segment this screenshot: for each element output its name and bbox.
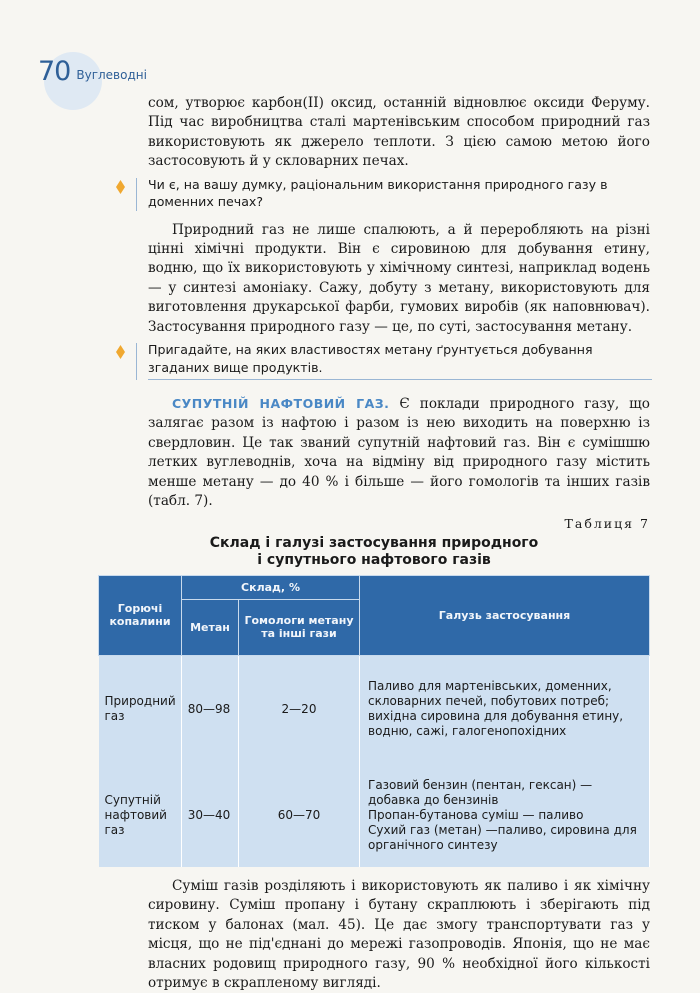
table-row <box>99 655 650 763</box>
table-title-line-2: і супутнього нафтового газів <box>257 551 491 568</box>
question-rule <box>136 343 137 380</box>
table-title-line-1: Склад і галузі застосування природного <box>209 534 539 551</box>
subheading-associated-gas: СУПУТНІЙ НАФТОВИЙ ГАЗ. <box>172 396 390 412</box>
header-composition: Склад, % <box>182 575 360 599</box>
page-number: 70 <box>38 56 71 87</box>
header-fuel: Горючі копалини <box>99 575 182 655</box>
table-title <box>0 535 700 569</box>
row-name: Природний газ <box>99 655 182 763</box>
page-header <box>38 58 147 85</box>
question-2 <box>0 341 700 380</box>
row-homologs: 60—70 <box>239 763 360 867</box>
header-methane: Метан <box>182 599 239 655</box>
paragraph-1: сом, утворює карбон(II) оксид, останній відновлює оксиди Феруму. Під час виробництва сталі мартенівським способом природний газ використовують як джерело теплоти. З цією самою метою його застосовують й у скловарних печах. <box>148 95 650 170</box>
usage-line: Пропан-бутанова суміш — паливо <box>368 807 584 822</box>
composition-table <box>98 575 650 868</box>
row-name: Супутній нафтовий газ <box>99 763 182 867</box>
table-label: Таблиця 7 <box>564 515 650 531</box>
question-1 <box>0 176 700 211</box>
question-1-text: Чи є, на вашу думку, раціональним використання природного газу в доменних печах? <box>148 176 608 210</box>
usage-line: Сухий газ (метан) —паливо, сировина для органічного синтезу <box>368 822 637 852</box>
row-usage <box>360 763 650 867</box>
table-row <box>99 763 650 867</box>
paragraph-3-text: Є поклади природного газу, що залягає разом із нафтою і разом із нею виходить на поверхню із свердловин. Це так званий супутній нафтовий газ. Він є сумішшю летких вуглеводнів, хоча на відміну від природного газу містить менше метану — до 40 % і більше — його гомологів та інших газів (табл. 7). <box>148 396 650 510</box>
row-methane: 80—98 <box>182 655 239 763</box>
row-methane: 30—40 <box>182 763 239 867</box>
usage-line: Газовий бензин (пентан, гексан) — добавка до бензинів <box>368 777 593 807</box>
section-title: Вуглеводні <box>76 68 147 82</box>
diamond-bullet-icon <box>116 345 125 359</box>
row-usage: Паливо для мартенівських, доменних, скловарних печей, побутових потреб; вихідна сировина для добування етину, водню, сажі, галогенопохідних <box>360 655 650 763</box>
paragraph-4: Суміш газів розділяють і використовують як паливо і як хімічну сировину. Суміш пропану і бутану скраплюють і зберігають під тиском у балонах (мал. 45). Це дає змогу транспортувати газ у місця, що не під'єднані до мережі газопроводів. Японія, що не має власних родовищ природного газу, 90 % необхідної його кількості отримує в скрапленому вигляді. <box>148 878 650 992</box>
header-homologs: Гомологи метану та інші гази <box>239 599 360 655</box>
question-2-text: Пригадайте, на яких властивостях метану ґрунтується добування згаданих вище продуктів. <box>148 341 652 380</box>
paragraph-3 <box>0 394 700 511</box>
row-homologs: 2—20 <box>239 655 360 763</box>
header-usage: Галузь застосування <box>360 575 650 655</box>
diamond-bullet-icon <box>116 180 125 194</box>
page-content <box>0 94 700 993</box>
question-rule <box>136 178 137 211</box>
paragraph-2: Природний газ не лише спалюють, а й переробляють на різні цінні хімічні продукти. Він є сировиною для добування етину, водню, що їх використовують у хімічному синтезі, наприклад водень — у синтезі амоніаку. Сажу, добуту з метану, використовують для виготовлення друкарської фарби, гумових виробів (як наповнювач). Застосування природного газу — це, по суті, застосування метану. <box>148 221 650 335</box>
